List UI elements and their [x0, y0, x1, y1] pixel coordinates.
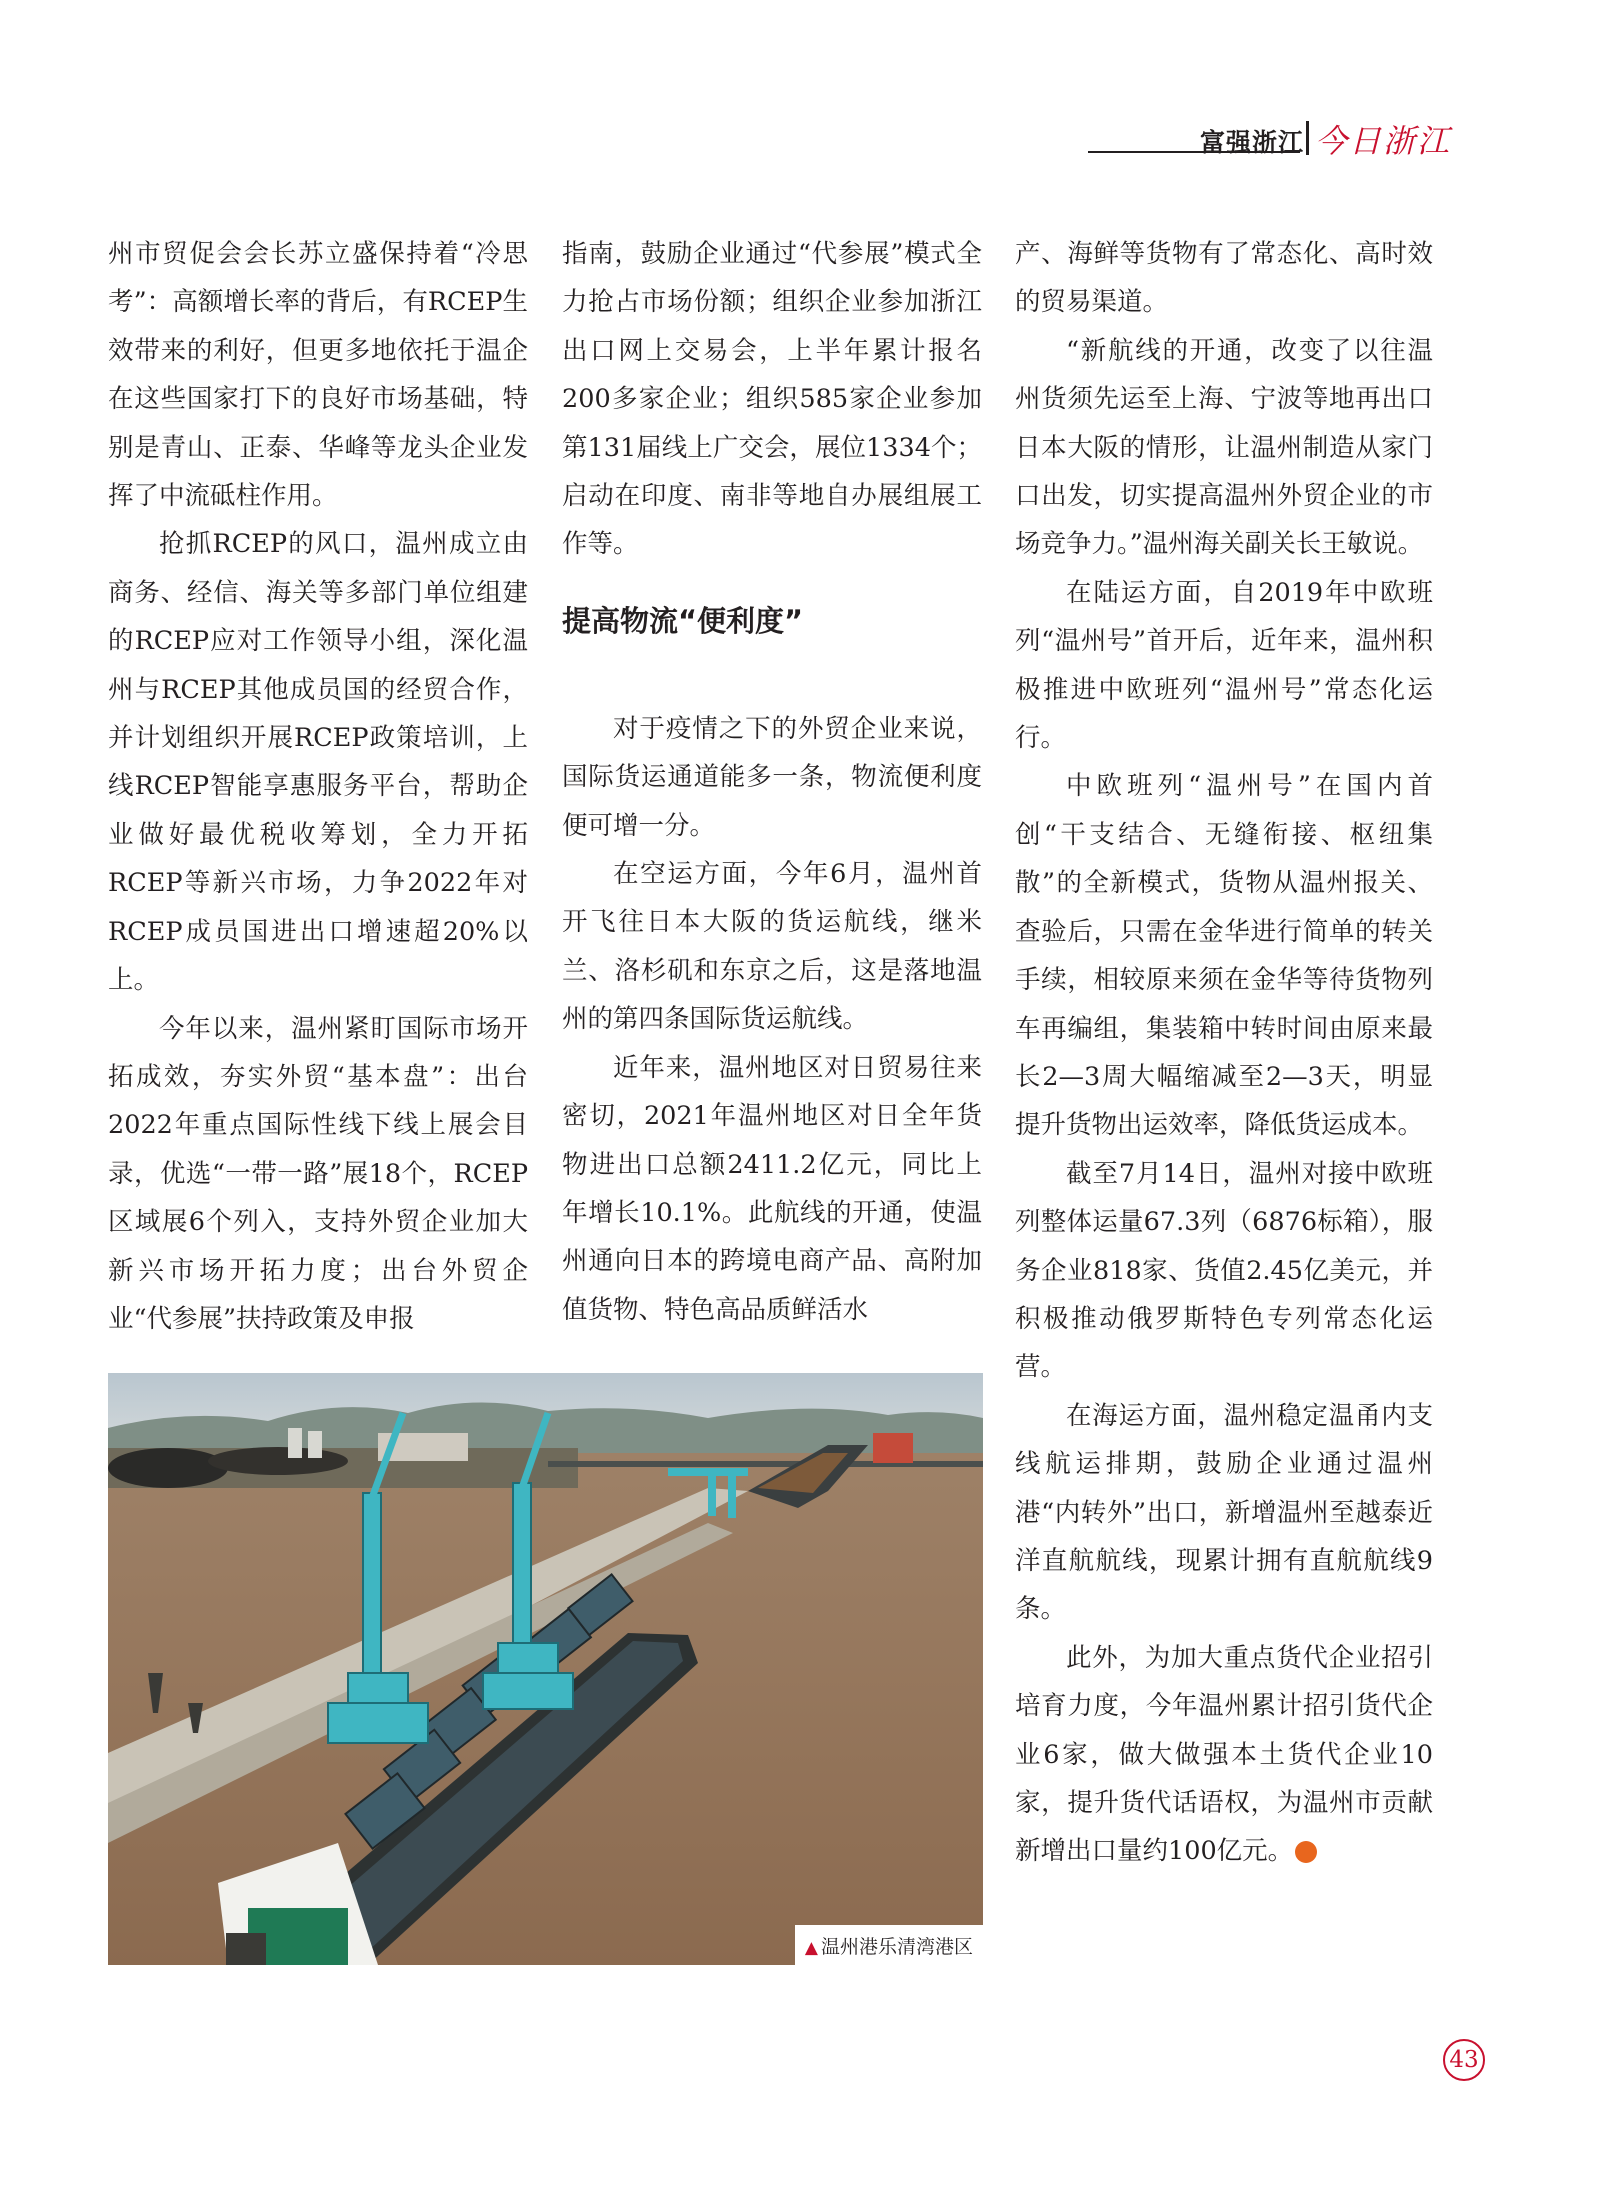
section-title: 富强浙江 — [1200, 128, 1305, 157]
paragraph-last — [1015, 1634, 1433, 1876]
paragraph: 州市贸促会会长苏立盛保持着“冷思考”：高额增长率的背后，有RCEP生效带来的利好，但更多地依托于温企在这些国家打下的良好市场基础，特别是青山、正泰、华峰等龙头企业发挥了中流砥柱作用。 — [108, 239, 528, 512]
paragraph-text: 此外，为加大重点货代企业招引培育力度，今年温州累计招引货代企业6家，做大做强本土货代企业10家，提升货代话语权，为温州市贡献新增出口量约100亿元。 — [1015, 1642, 1433, 1867]
page-number: 43 — [1443, 2039, 1485, 2081]
paragraph: 中欧班列“温州号”在国内首创“干支结合、无缝衔接、枢纽集散”的全新模式，货物从温州报关、查验后，只需在金华进行简单的转关手续，相较原来须在金华等待货物列车再编组，集装箱中转时间由原来最长2—3周大幅缩减至2—3天，明显提升货物出运效率，降低货运成本。 — [1015, 771, 1433, 1141]
paragraph: 产、海鲜等货物有了常态化、高时效的贸易渠道。 — [1015, 239, 1433, 318]
paragraph: 在海运方面，温州稳定温甬内支线航运排期，鼓励企业通过温州港“内转外”出口，新增温州至越泰近洋直航航线，现累计拥有直航航线9条。 — [1015, 1400, 1433, 1625]
paragraph: 近年来，温州地区对日贸易往来密切，2021年温州地区对日全年货物进出口总额2411.2亿元，同比上年增长10.1%。此航线的开通，使温州通向日本的跨境电商产品、高附加值货物、特色高品质鲜活水 — [562, 1052, 982, 1325]
paragraph: 今年以来，温州紧盯国际市场开拓成效，夯实外贸“基本盘”：出台2022年重点国际性线下线上展会目录，优选“一带一路”展18个，RCEP区域展6个列入，支持外贸企业加大新兴市场开拓力度；出台外贸企业“代参展”扶持政策及申报 — [108, 1013, 528, 1334]
port-illustration — [108, 1373, 983, 1965]
paragraph: 在空运方面，今年6月，温州首开飞往日本大阪的货运航线，继米兰、洛杉矶和东京之后，这是落地温州的第四条国际货运航线。 — [562, 859, 982, 1035]
paragraph: “新航线的开通，改变了以往温州货须先运至上海、宁波等地再出口日本大阪的情形，让温州制造从家门口出发，切实提高温州外贸企业的市场竞争力。”温州海关副关长王敏说。 — [1015, 335, 1433, 560]
section-heading: 提高物流“便利度” — [562, 603, 804, 638]
magazine-logo: 今日浙江 — [1315, 122, 1452, 160]
port-photo — [108, 1373, 983, 1965]
paragraph: 在陆运方面，自2019年中欧班列“温州号”首开后，近年来，温州积极推进中欧班列“温州号”常态化运行。 — [1015, 577, 1433, 754]
text-column-1 — [108, 230, 528, 1343]
caption-text: 温州港乐清湾港区 — [820, 1936, 973, 1958]
paragraph: 抢抓RCEP的风口，温州成立由商务、经信、海关等多部门单位组建的RCEP应对工作领导小组，深化温州与RCEP其他成员国的经贸合作，并计划组织开展RCEP政策培训，上线RCEP智能享惠服务平台，帮助企业做好最优税收筹划，全力开拓RCEP等新兴市场，力争2022年对RCEP成员国进出口增速超20%以上。 — [108, 529, 528, 996]
paragraph: 对于疫情之下的外贸企业来说，国际货运通道能多一条，物流便利度便可增一分。 — [562, 713, 982, 841]
caption-marker: ▲ — [804, 1938, 818, 1958]
end-mark-icon: 今 — [1295, 1841, 1317, 1863]
photo-caption — [795, 1925, 983, 1965]
header-separator — [1306, 121, 1309, 155]
paragraph: 指南，鼓励企业通过“代参展”模式全力抢占市场份额；组织企业参加浙江出口网上交易会，上半年累计报名200多家企业；组织585家企业参加第131届线上广交会，展位1334个；启动在印度、南非等地自办展组展工作等。 — [562, 239, 982, 560]
paragraph: 截至7月14日，温州对接中欧班列整体运量67.3列（6876标箱），服务企业818家、货值2.45亿美元，并积极推动俄罗斯特色专列常态化运营。 — [1015, 1158, 1433, 1383]
text-column-2 — [562, 230, 982, 1334]
text-column-3 — [1015, 230, 1433, 1876]
